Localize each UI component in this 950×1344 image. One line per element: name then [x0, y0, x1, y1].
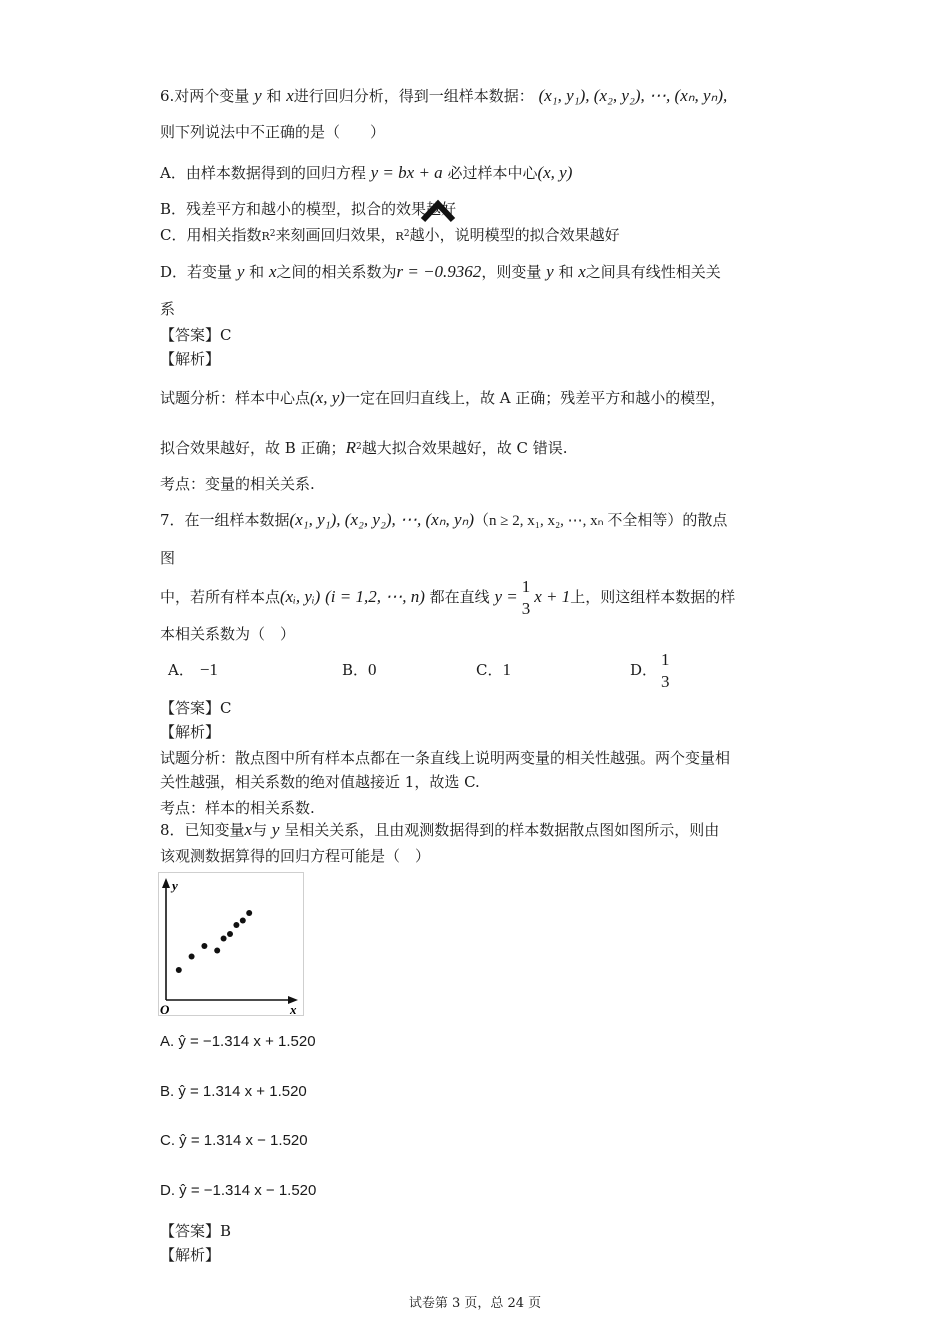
scatter-point-6	[227, 931, 233, 937]
q6-option-b: B．残差平方和越小的模型，拟合的效果越好	[160, 200, 457, 218]
scatter-point-3	[201, 943, 207, 949]
math-var: y	[546, 262, 554, 281]
q6-analysis-label: 【解析】	[160, 350, 221, 368]
q6-samples: (x₁, y₁), (x₂, y₂), ⋯, (xₙ, yₙ),	[538, 86, 728, 105]
option-text: ，则变量	[481, 263, 542, 281]
scatter-point-1	[176, 967, 182, 973]
q8-option-d: D. ŷ = −1.314 x − 1.520	[160, 1182, 317, 1199]
q7-stem-text: 中，若所有样本点	[160, 588, 281, 606]
q8-answer: 【答案】B	[160, 1222, 232, 1240]
q8-stem-line1	[160, 820, 719, 840]
math-var: x	[578, 262, 586, 281]
caret-icon	[420, 198, 456, 224]
x-axis-label: x	[290, 1002, 297, 1016]
option-text: 和	[249, 263, 265, 281]
fraction-denominator: 3	[661, 672, 670, 691]
math-var: x	[268, 262, 277, 281]
scatter-plot	[158, 872, 304, 1016]
q7-option-d	[630, 648, 674, 693]
option-label: C．	[476, 661, 503, 679]
q7-answer: 【答案】C	[160, 699, 232, 717]
q7-stem-line3: 本相关系数为（ ）	[160, 625, 296, 643]
sample-center: (x, y)	[537, 163, 573, 182]
sample-point: (xᵢ, yᵢ)	[280, 587, 321, 606]
fraction	[522, 576, 531, 620]
math-exponent: 2	[269, 229, 276, 239]
q7-option-c	[476, 648, 511, 692]
q7-analysis-line2: 关性越强，相关系数的绝对值越接近 1，故选 C.	[160, 773, 480, 791]
q6-answer: 【答案】C	[160, 326, 232, 344]
q6-option-d-tail: 系	[160, 300, 176, 318]
option-text: D．若变量	[160, 263, 233, 281]
math-var: R	[345, 438, 356, 457]
q6-stem-line1	[160, 86, 727, 106]
analysis-text: 拟合效果越好，故 B 正确；	[160, 439, 346, 457]
math-var: y	[254, 86, 262, 105]
option-text: 必过样本中心	[447, 164, 538, 182]
option-text: A．由样本数据得到的回归方程	[160, 164, 366, 182]
q6-stem-text: 和	[266, 87, 282, 105]
q6-stem-line2: 则下列说法中不正确的是（ ）	[160, 123, 386, 141]
q8-option-c: C. ŷ = 1.314 x − 1.520	[160, 1132, 308, 1149]
analysis-text: 试题分析：样本中心点	[160, 389, 311, 407]
q7-option-b	[342, 648, 377, 692]
q6-stem-text: 进行回归分析，得到一组样本数据：	[293, 87, 534, 105]
fraction	[661, 649, 670, 693]
q6-option-a	[160, 163, 572, 183]
q6-stem-text: 6.对两个变量	[160, 87, 250, 105]
option-value: 0	[368, 660, 377, 679]
q7-analysis-line1: 试题分析：散点图中所有样本点都在一条直线上说明两变量的相关性越强。两个变量相	[160, 749, 731, 767]
option-value: −1	[199, 660, 218, 679]
scatter-point-2	[189, 954, 195, 960]
analysis-text: 越大拟合效果越好，故 C 错误.	[361, 439, 568, 457]
option-label: A．	[168, 661, 194, 679]
q8-option-a: A. ŷ = −1.314 x + 1.520	[160, 1033, 316, 1050]
regression-equation: y = bx + a	[370, 163, 443, 182]
y-axis-label: y	[172, 878, 178, 893]
q8-stem-text: 呈相关关系，且由观测数据得到的样本数据散点图如图所示，则由	[284, 821, 720, 839]
scatter-point-5	[221, 936, 227, 942]
q8-stem-text: 8．已知变量	[160, 821, 245, 839]
q7-point: 考点：样本的相关系数.	[160, 799, 315, 817]
fraction-denominator: 3	[521, 599, 531, 618]
q8-stem-text: 与	[252, 821, 268, 839]
option-text: C．用相关指数	[160, 226, 262, 244]
q7-samples: (x₁, y₁), (x₂, y₂), ⋯, (xₙ, yₙ)	[289, 510, 474, 529]
q6-point: 考点：变量的相关关系.	[160, 475, 315, 493]
q7-stem-text: 都在直线	[429, 588, 490, 606]
origin-label: O	[160, 1002, 170, 1016]
fraction-numerator: 1	[661, 650, 670, 669]
q7-stem-line1-tail: 图	[160, 549, 176, 567]
q7-option-a	[168, 648, 218, 692]
math-var: x	[286, 86, 294, 105]
q7-stem-text: 上，则这组样本数据的样	[570, 588, 736, 606]
q7-analysis-label: 【解析】	[160, 723, 221, 741]
option-text: 来刻画回归效果，	[275, 226, 396, 244]
q7-stem-line2	[160, 576, 735, 616]
option-label: D．	[630, 661, 658, 679]
option-value: 1	[502, 660, 511, 679]
option-text: 和	[558, 263, 574, 281]
q6-analysis-line1	[160, 388, 725, 408]
math-var: R	[395, 230, 404, 243]
correlation-value: r = −0.9362	[396, 262, 482, 281]
scatter-point-9	[246, 910, 252, 916]
q6-analysis-line2	[160, 437, 567, 458]
line-equation-lhs: y =	[494, 587, 518, 606]
math-var: x	[244, 820, 253, 839]
q7-stem-line1	[160, 510, 727, 531]
line-equation-rhs: x + 1	[534, 587, 571, 606]
math-exponent: 2	[355, 442, 362, 452]
math-var: y	[236, 262, 245, 281]
plot-frame	[159, 873, 304, 1016]
q8-analysis-label: 【解析】	[160, 1246, 221, 1264]
math-var: y	[271, 820, 280, 839]
q7-options	[160, 648, 720, 696]
scatter-point-8	[240, 918, 246, 924]
q8-option-b: B. ŷ = 1.314 x + 1.520	[160, 1083, 307, 1100]
q6-option-c	[160, 224, 620, 247]
q8-stem-line2: 该观测数据算得的回归方程可能是（ ）	[160, 847, 431, 865]
option-text: 之间的相关系数为	[276, 263, 397, 281]
option-text: 之间具有线性相关关	[585, 263, 721, 281]
fraction-numerator: 1	[521, 577, 531, 596]
sample-center: (x, y)	[310, 388, 345, 407]
option-label: B．	[342, 661, 369, 679]
q7-condition: （n ≥ 2, x₁, x₂, ⋯, xₙ 不全相等）的散点	[473, 513, 728, 529]
math-exponent: 2	[403, 229, 410, 239]
q7-stem-text: 7．在一组样本数据	[160, 511, 290, 529]
scatter-point-4	[214, 948, 220, 954]
page-footer: 试卷第 3 页，总 24 页	[408, 1296, 542, 1311]
scatter-point-7	[233, 922, 239, 928]
math-var: R	[261, 230, 270, 243]
option-text: 越小，说明模型的拟合效果越好	[409, 226, 620, 244]
analysis-text: 一定在回归直线上，故 A 正确；残差平方和越小的模型，	[344, 389, 726, 407]
q6-option-d	[160, 262, 721, 282]
index-range: (i = 1,2, ⋯, n)	[325, 587, 425, 606]
